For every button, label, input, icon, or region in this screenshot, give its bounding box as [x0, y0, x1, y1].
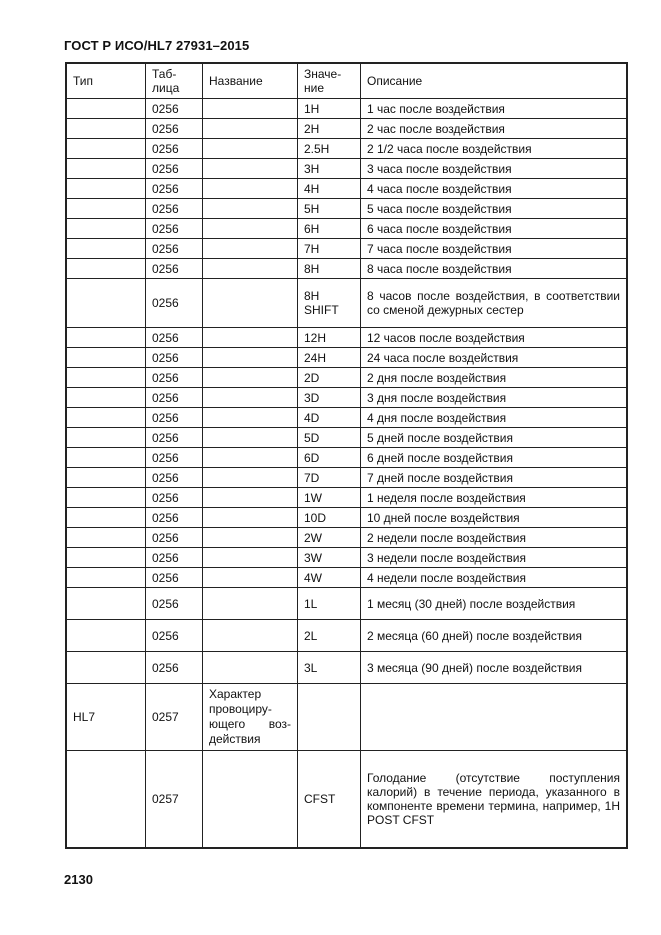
- cell-type: [66, 259, 146, 279]
- cell-value: 4W: [298, 568, 361, 588]
- cell-description: Голодание (отсутствие поступления калорий) в течение периода, указанного в компоненте времени термина, например, 1H POST CFST: [361, 751, 628, 849]
- cell-name: [203, 279, 298, 328]
- cell-value: 7D: [298, 468, 361, 488]
- cell-table: 0256: [146, 528, 203, 548]
- cell-type: [66, 568, 146, 588]
- cell-value: 2.5H: [298, 139, 361, 159]
- cell-description: 10 дней после воздействия: [361, 508, 628, 528]
- cell-description: 7 часа после воздействия: [361, 239, 628, 259]
- cell-description: 2 час после воздействия: [361, 119, 628, 139]
- table-row: [66, 328, 627, 348]
- table-row: [66, 588, 627, 620]
- cell-type: [66, 508, 146, 528]
- cell-table: 0256: [146, 488, 203, 508]
- cell-value: 8H: [298, 259, 361, 279]
- cell-value: 4D: [298, 408, 361, 428]
- cell-description: 3 дня после воздействия: [361, 388, 628, 408]
- table-row: [66, 199, 627, 219]
- cell-type: [66, 488, 146, 508]
- cell-table: 0256: [146, 328, 203, 348]
- table-row: [66, 751, 627, 849]
- cell-name: [203, 448, 298, 468]
- cell-value: 3D: [298, 388, 361, 408]
- table-row: [66, 279, 627, 328]
- header-type: Тип: [66, 63, 146, 99]
- table-row: [66, 348, 627, 368]
- table-row: [66, 428, 627, 448]
- cell-table: 0256: [146, 548, 203, 568]
- cell-name: [203, 159, 298, 179]
- table-row: [66, 684, 627, 751]
- cell-table: 0256: [146, 428, 203, 448]
- page-number: 2130: [64, 872, 93, 887]
- cell-type: [66, 428, 146, 448]
- cell-name: [203, 199, 298, 219]
- cell-type: [66, 652, 146, 684]
- cell-table: 0256: [146, 448, 203, 468]
- cell-value: 3L: [298, 652, 361, 684]
- cell-name: [203, 408, 298, 428]
- cell-type: [66, 528, 146, 548]
- cell-description: 8 часов после воздействия, в соответствии со сменой дежурных сестер: [361, 279, 628, 328]
- cell-table: 0256: [146, 388, 203, 408]
- cell-name: [203, 328, 298, 348]
- header-description: Описание: [361, 63, 628, 99]
- cell-name: [203, 239, 298, 259]
- cell-type: [66, 328, 146, 348]
- table-row: [66, 620, 627, 652]
- cell-table: 0256: [146, 159, 203, 179]
- cell-name: [203, 368, 298, 388]
- cell-name: [203, 139, 298, 159]
- cell-type: [66, 139, 146, 159]
- cell-type: [66, 751, 146, 849]
- cell-value: 12H: [298, 328, 361, 348]
- cell-value: 24H: [298, 348, 361, 368]
- cell-value: 1W: [298, 488, 361, 508]
- cell-name: [203, 388, 298, 408]
- cell-table: 0256: [146, 99, 203, 119]
- cell-name: [203, 348, 298, 368]
- cell-table: 0257: [146, 751, 203, 849]
- table-row: [66, 388, 627, 408]
- cell-type: HL7: [66, 684, 146, 751]
- cell-description: 2 1/2 часа после воздействия: [361, 139, 628, 159]
- cell-table: 0256: [146, 179, 203, 199]
- cell-value: 10D: [298, 508, 361, 528]
- cell-name: Характер провоциру-ющего воз-действия: [203, 684, 298, 751]
- cell-value: 6H: [298, 219, 361, 239]
- cell-table: 0257: [146, 684, 203, 751]
- cell-table: 0256: [146, 279, 203, 328]
- cell-value: 2W: [298, 528, 361, 548]
- cell-value: CFST: [298, 751, 361, 849]
- cell-description: 8 часа после воздействия: [361, 259, 628, 279]
- cell-type: [66, 119, 146, 139]
- cell-description: 6 часа после воздействия: [361, 219, 628, 239]
- table-row: [66, 179, 627, 199]
- cell-description: 4 недели после воздействия: [361, 568, 628, 588]
- table-row: [66, 408, 627, 428]
- cell-value: 7H: [298, 239, 361, 259]
- cell-name: [203, 219, 298, 239]
- cell-name: [203, 528, 298, 548]
- cell-value: 3H: [298, 159, 361, 179]
- cell-description: 4 дня после воздействия: [361, 408, 628, 428]
- table-row: [66, 528, 627, 548]
- cell-name: [203, 568, 298, 588]
- cell-name: [203, 620, 298, 652]
- cell-description: 2 дня после воздействия: [361, 368, 628, 388]
- cell-table: 0256: [146, 620, 203, 652]
- table-row: [66, 652, 627, 684]
- cell-value: 3W: [298, 548, 361, 568]
- cell-value: 5H: [298, 199, 361, 219]
- cell-value: 1L: [298, 588, 361, 620]
- table-row: [66, 159, 627, 179]
- cell-description: 3 месяца (90 дней) после воздействия: [361, 652, 628, 684]
- cell-value: 6D: [298, 448, 361, 468]
- cell-table: 0256: [146, 259, 203, 279]
- cell-type: [66, 179, 146, 199]
- cell-table: 0256: [146, 468, 203, 488]
- header-name: Название: [203, 63, 298, 99]
- cell-description: 5 часа после воздействия: [361, 199, 628, 219]
- cell-description: 1 час после воздействия: [361, 99, 628, 119]
- cell-description: 2 недели после воздействия: [361, 528, 628, 548]
- table-header-row: [66, 63, 627, 99]
- cell-type: [66, 99, 146, 119]
- cell-name: [203, 119, 298, 139]
- cell-type: [66, 408, 146, 428]
- cell-type: [66, 279, 146, 328]
- table-row: [66, 508, 627, 528]
- cell-type: [66, 199, 146, 219]
- cell-name: [203, 179, 298, 199]
- document-header: ГОСТ Р ИСО/HL7 27931–2015: [64, 38, 250, 53]
- values-table: [65, 62, 628, 849]
- cell-name: [203, 488, 298, 508]
- cell-description: [361, 684, 628, 751]
- cell-value: 2D: [298, 368, 361, 388]
- cell-value: 1H: [298, 99, 361, 119]
- cell-table: 0256: [146, 139, 203, 159]
- table-row: [66, 99, 627, 119]
- cell-name: [203, 548, 298, 568]
- table-row: [66, 488, 627, 508]
- header-table: Таб- лица: [146, 63, 203, 99]
- cell-name: [203, 468, 298, 488]
- table-row: [66, 548, 627, 568]
- cell-description: 3 недели после воздействия: [361, 548, 628, 568]
- cell-table: 0256: [146, 119, 203, 139]
- cell-type: [66, 368, 146, 388]
- cell-table: 0256: [146, 588, 203, 620]
- table-row: [66, 219, 627, 239]
- cell-value: 2L: [298, 620, 361, 652]
- cell-name: [203, 751, 298, 849]
- cell-type: [66, 388, 146, 408]
- cell-type: [66, 159, 146, 179]
- table-row: [66, 468, 627, 488]
- table-row: [66, 368, 627, 388]
- cell-value: 8H SHIFT: [298, 279, 361, 328]
- cell-type: [66, 219, 146, 239]
- cell-type: [66, 620, 146, 652]
- table-row: [66, 119, 627, 139]
- cell-type: [66, 588, 146, 620]
- cell-description: 2 месяца (60 дней) после воздействия: [361, 620, 628, 652]
- cell-description: 24 часа после воздействия: [361, 348, 628, 368]
- cell-value: [298, 684, 361, 751]
- cell-type: [66, 348, 146, 368]
- cell-table: 0256: [146, 199, 203, 219]
- cell-name: [203, 588, 298, 620]
- cell-type: [66, 548, 146, 568]
- cell-table: 0256: [146, 508, 203, 528]
- cell-type: [66, 239, 146, 259]
- cell-table: 0256: [146, 652, 203, 684]
- cell-table: 0256: [146, 568, 203, 588]
- cell-value: 5D: [298, 428, 361, 448]
- cell-description: 1 неделя после воздействия: [361, 488, 628, 508]
- cell-description: 5 дней после воздействия: [361, 428, 628, 448]
- cell-table: 0256: [146, 368, 203, 388]
- cell-table: 0256: [146, 348, 203, 368]
- table-row: [66, 259, 627, 279]
- cell-name: [203, 99, 298, 119]
- cell-table: 0256: [146, 239, 203, 259]
- cell-description: 1 месяц (30 дней) после воздействия: [361, 588, 628, 620]
- cell-name: [203, 508, 298, 528]
- cell-name: [203, 428, 298, 448]
- cell-description: 7 дней после воздействия: [361, 468, 628, 488]
- table-row: [66, 448, 627, 468]
- table-row: [66, 239, 627, 259]
- cell-name: [203, 652, 298, 684]
- cell-value: 4H: [298, 179, 361, 199]
- cell-table: 0256: [146, 408, 203, 428]
- table-row: [66, 139, 627, 159]
- table-row: [66, 568, 627, 588]
- cell-description: 12 часов после воздействия: [361, 328, 628, 348]
- cell-type: [66, 448, 146, 468]
- cell-description: 4 часа после воздействия: [361, 179, 628, 199]
- cell-description: 6 дней после воздействия: [361, 448, 628, 468]
- cell-description: 3 часа после воздействия: [361, 159, 628, 179]
- header-value: Значе- ние: [298, 63, 361, 99]
- cell-name: [203, 259, 298, 279]
- cell-value: 2H: [298, 119, 361, 139]
- cell-table: 0256: [146, 219, 203, 239]
- cell-type: [66, 468, 146, 488]
